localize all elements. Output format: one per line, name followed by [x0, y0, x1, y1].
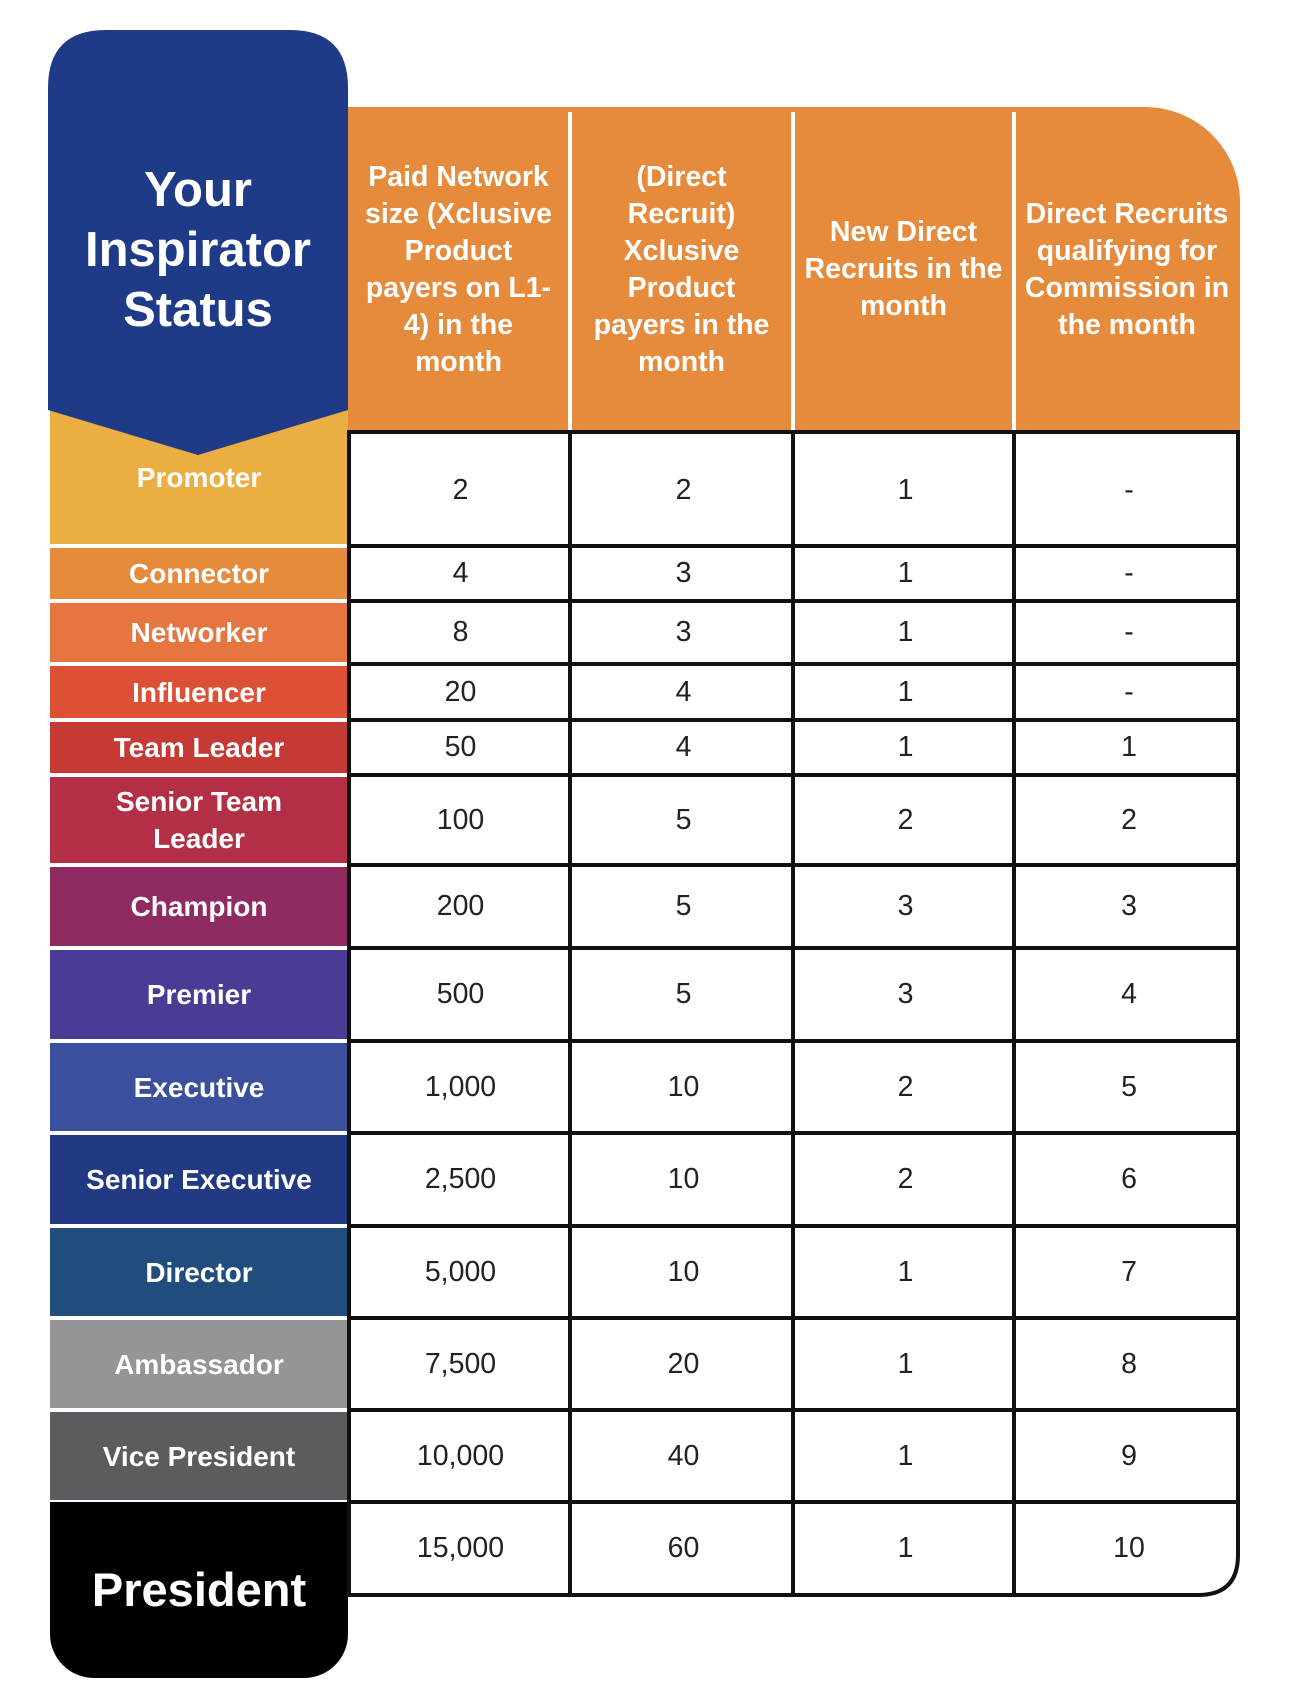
cell-new-recruits: 1 — [897, 1439, 914, 1472]
title-line-2: Inspirator — [85, 223, 311, 277]
cell-new-recruits: 1 — [897, 1255, 914, 1288]
cell-new-recruits: 1 — [897, 616, 914, 648]
rank-label: Promoter — [136, 461, 262, 493]
cell-network-size: 2,500 — [424, 1163, 497, 1195]
cell-network-size: 15,000 — [416, 1532, 505, 1564]
table-frame-edge — [347, 430, 1238, 1595]
cell-network-size: 20 — [444, 675, 477, 708]
rank-label: Executive — [133, 1071, 265, 1103]
cell-new-recruits: 1 — [897, 473, 914, 506]
cell-network-size: 500 — [436, 978, 485, 1010]
rank-label: Premier — [146, 979, 252, 1010]
cell-direct-payers: 40 — [667, 1439, 700, 1472]
rank-label: Networker — [130, 617, 268, 648]
cell-direct-payers: 5 — [675, 978, 692, 1010]
rank-label: Vice President — [102, 1440, 296, 1472]
cell-network-size: 50 — [444, 731, 477, 763]
cell-new-recruits: 3 — [897, 890, 914, 922]
cell-network-size: 1,000 — [424, 1070, 497, 1103]
cell-direct-payers: 5 — [675, 803, 692, 836]
status-title-badge — [48, 30, 348, 460]
cell-network-size: 10,000 — [416, 1439, 505, 1472]
cell-network-size: 100 — [436, 803, 485, 836]
rank-label: Senior Executive — [86, 1164, 312, 1195]
cell-new-recruits: 1 — [897, 731, 914, 763]
cell-new-recruits: 2 — [897, 1163, 914, 1195]
cell-qualifying-recruits: 3 — [1121, 890, 1137, 922]
cell-direct-payers: 10 — [667, 1255, 700, 1288]
cell-network-size: 7,500 — [424, 1347, 497, 1380]
cell-new-recruits: 1 — [897, 675, 914, 708]
rank-label: Champion — [130, 891, 268, 922]
title-line-1: Your — [144, 163, 252, 217]
cell-qualifying-recruits: - — [1124, 473, 1134, 506]
rank-label: Senior Team Leader — [116, 786, 282, 854]
column-header-direct-payers: (Direct Recruit) Xclusive Product payers in the month — [593, 160, 770, 378]
cell-new-recruits: 1 — [897, 1347, 914, 1380]
cell-qualifying-recruits: 5 — [1121, 1070, 1137, 1103]
page-title — [48, 160, 348, 340]
cell-new-recruits: 2 — [897, 803, 914, 836]
rank-label: Team Leader — [113, 732, 285, 763]
cell-direct-payers: 3 — [675, 557, 692, 589]
cell-qualifying-recruits: 7 — [1121, 1255, 1137, 1288]
cell-qualifying-recruits: - — [1124, 675, 1134, 708]
column-header-qualifying-recruits: Direct Recruits qualifying for Commission in the month — [1024, 197, 1230, 341]
cell-direct-payers: 20 — [667, 1347, 700, 1380]
cell-network-size: 4 — [452, 557, 469, 589]
cell-direct-payers: 3 — [675, 616, 692, 648]
rank-label: Director — [145, 1256, 253, 1288]
cell-direct-payers: 60 — [667, 1532, 700, 1564]
cell-new-recruits: 3 — [897, 978, 914, 1010]
cell-direct-payers: 10 — [667, 1163, 700, 1195]
cell-network-size: 2 — [452, 473, 469, 506]
cell-qualifying-recruits: 8 — [1121, 1347, 1137, 1380]
rank-label: Connector — [129, 558, 269, 589]
cell-direct-payers: 5 — [675, 890, 692, 922]
cell-network-size: 200 — [436, 890, 485, 922]
column-header-new-recruits: New Direct Recruits in the month — [804, 216, 1003, 322]
cell-network-size: 5,000 — [424, 1255, 497, 1288]
cell-direct-payers: 2 — [675, 473, 692, 506]
cell-qualifying-recruits: - — [1124, 557, 1134, 589]
rank-label: President — [91, 1563, 307, 1616]
cell-qualifying-recruits: - — [1124, 616, 1134, 648]
cell-qualifying-recruits: 9 — [1121, 1439, 1137, 1472]
cell-qualifying-recruits: 1 — [1121, 731, 1137, 763]
title-line-3: Status — [123, 283, 273, 337]
cell-qualifying-recruits: 10 — [1113, 1532, 1145, 1564]
rank-label: Ambassador — [114, 1348, 284, 1380]
cell-direct-payers: 4 — [675, 731, 692, 763]
cell-network-size: 8 — [452, 616, 469, 648]
cell-new-recruits: 1 — [897, 557, 914, 589]
rank-label: Influencer — [132, 676, 266, 708]
cell-direct-payers: 10 — [667, 1070, 700, 1103]
cell-new-recruits: 1 — [897, 1532, 914, 1564]
cell-new-recruits: 2 — [897, 1070, 914, 1103]
cell-direct-payers: 4 — [675, 675, 692, 708]
cell-qualifying-recruits: 4 — [1121, 978, 1137, 1010]
cell-qualifying-recruits: 2 — [1121, 803, 1137, 836]
column-header-network-size: Paid Network size (Xclusive Product payers on L1-4) in the month — [365, 160, 552, 378]
cell-qualifying-recruits: 6 — [1121, 1163, 1137, 1195]
